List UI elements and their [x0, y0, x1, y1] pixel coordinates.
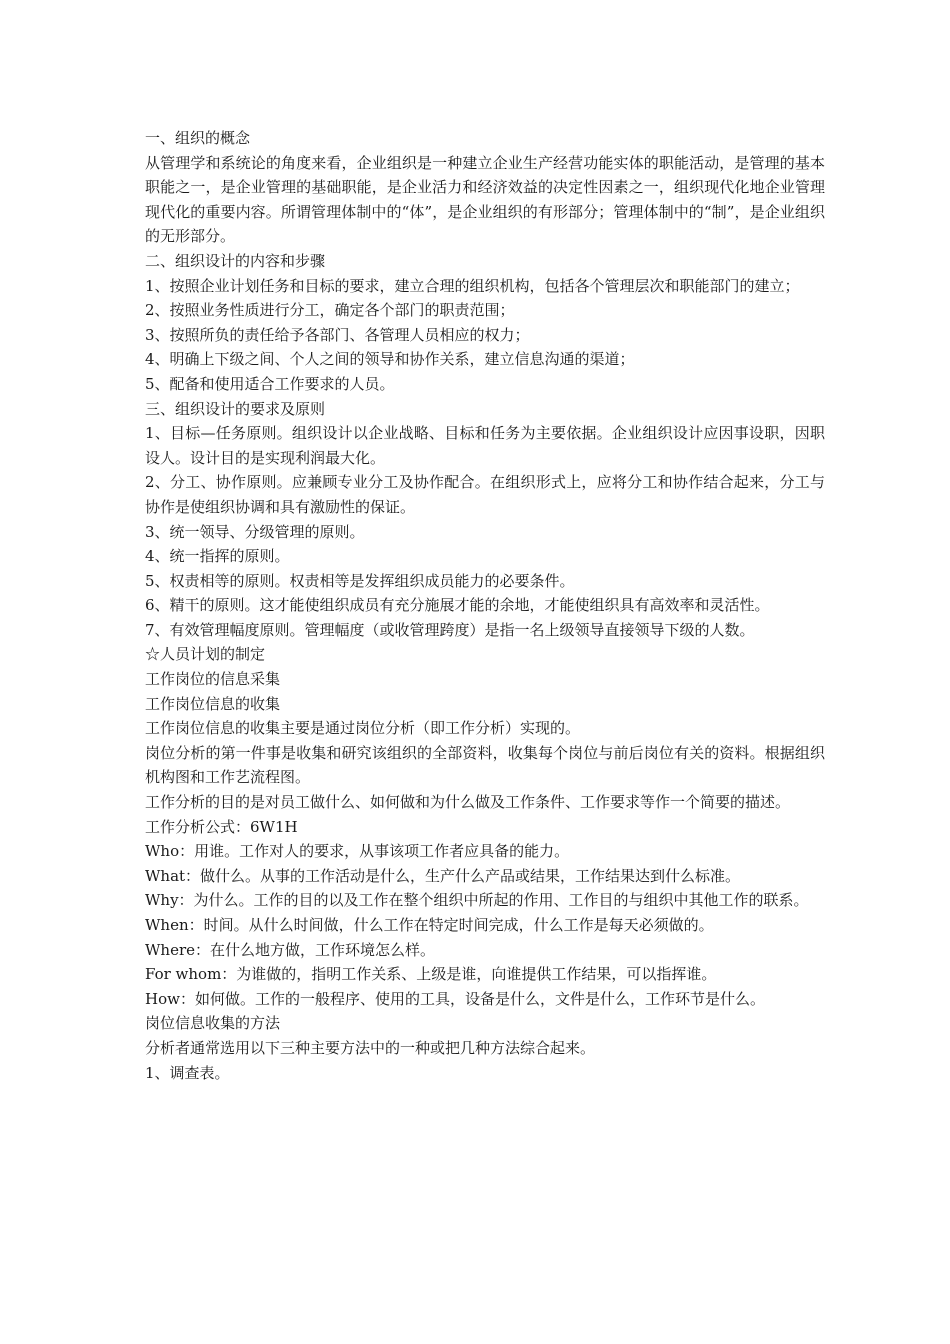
subheading-collection-methods: 岗位信息收集的方法 — [145, 1014, 281, 1033]
list-item-design-step-4: 4、明确上下级之间、个人之间的领导和协作关系，建立信息沟通的渠道； — [145, 350, 635, 369]
list-item-method-1: 1、调查表。 — [145, 1063, 230, 1082]
list-item-principle-5: 5、权责相等的原则。权责相等是发挥组织成员能力的必要条件。 — [145, 571, 575, 590]
list-item-principle-4: 4、统一指挥的原则。 — [145, 547, 290, 566]
list-item-for-whom: For whom：为谁做的，指明工作关系、上级是谁，向谁提供工作结果，可以指挥谁。 — [145, 965, 717, 984]
paragraph-methods-intro: 分析者通常选用以下三种主要方法中的一种或把几种方法综合起来。 — [145, 1038, 596, 1057]
paragraph-job-analysis-intro: 工作岗位信息的收集主要是通过岗位分析（即工作分析）实现的。 — [145, 719, 581, 738]
subheading-job-info-gathering: 工作岗位信息的收集 — [145, 694, 281, 713]
list-item-design-step-3: 3、按照所负的责任给予各部门、各管理人员相应的权力； — [145, 325, 530, 344]
list-item-principle-1: 1、目标—任务原则。组织设计以企业战略、目标和任务为主要依据。企业组织设计应因事设职，因职设人。设计目的是实现利润最大化。 — [145, 424, 825, 467]
list-item-design-step-5: 5、配备和使用适合工作要求的人员。 — [145, 374, 395, 393]
section-heading-staff-plan: ☆人员计划的制定 — [145, 645, 266, 664]
subheading-job-info-collection: 工作岗位的信息采集 — [145, 670, 281, 689]
list-item-principle-3: 3、统一领导、分级管理的原则。 — [145, 522, 365, 541]
section-heading-design-principles: 三、组织设计的要求及原则 — [145, 399, 326, 418]
paragraph-organization-definition: 从管理学和系统论的角度来看，企业组织是一种建立企业生产经营功能实体的职能活动，是管理的基本职能之一，是企业管理的基础职能，是企业活力和经济效益的决定性因素之一，组织现代化地企业管理现代化的重要内容。所谓管理体制中的“体”，是企业组织的有形部分；管理体制中的“制”，是企业组织的无形部分。 — [145, 153, 825, 246]
list-item-who: Who：用谁。工作对人的要求，从事该项工作者应具备的能力。 — [145, 842, 570, 861]
list-item-principle-6: 6、精干的原则。这才能使组织成员有充分施展才能的余地，才能使组织具有高效率和灵活性。 — [145, 596, 770, 615]
section-heading-design-content: 二、组织设计的内容和步骤 — [145, 251, 326, 270]
paragraph-job-analysis-purpose: 工作分析的目的是对员工做什么、如何做和为什么做及工作条件、工作要求等作一个简要的描述。 — [145, 793, 791, 812]
list-item-where: Where：在什么地方做，工作环境怎么样。 — [145, 940, 436, 959]
list-item-design-step-1: 1、按照企业计划任务和目标的要求，建立合理的组织机构，包括各个管理层次和职能部门的建立； — [145, 276, 800, 295]
paragraph-job-analysis-first-step: 岗位分析的第一件事是收集和研究该组织的全部资料，收集每个岗位与前后岗位有关的资料。根据组织机构图和工作艺流程图。 — [145, 743, 825, 787]
list-item-what: What：做什么。从事的工作活动是什么，生产什么产品或结果，工作结果达到什么标准。 — [145, 866, 741, 885]
list-item-why: Why：为什么。工作的目的以及工作在整个组织中所起的作用、工作目的与组织中其他工作的联系。 — [145, 891, 809, 910]
document-body — [145, 126, 825, 1085]
list-item-when: When：时间。从什么时间做，什么工作在特定时间完成，什么工作是每天必须做的。 — [145, 916, 714, 934]
list-item-principle-7: 7、有效管理幅度原则。管理幅度（或收管理跨度）是指一名上级领导直接领导下级的人数。 — [145, 620, 755, 639]
list-item-design-step-2: 2、按照业务性质进行分工，确定各个部门的职责范围； — [145, 301, 515, 320]
list-item-principle-2: 2、分工、协作原则。应兼顾专业分工及协作配合。在组织形式上，应将分工和协作结合起来，分工与协作是使组织协调和具有激励性的保证。 — [145, 473, 825, 516]
section-heading-organization-concept: 一、组织的概念 — [145, 129, 251, 147]
paragraph-formula-6w1h: 工作分析公式：6W1H — [145, 817, 298, 836]
list-item-how: How：如何做。工作的一般程序、使用的工具，设备是什么，文件是什么，工作环节是什么。 — [145, 989, 765, 1008]
